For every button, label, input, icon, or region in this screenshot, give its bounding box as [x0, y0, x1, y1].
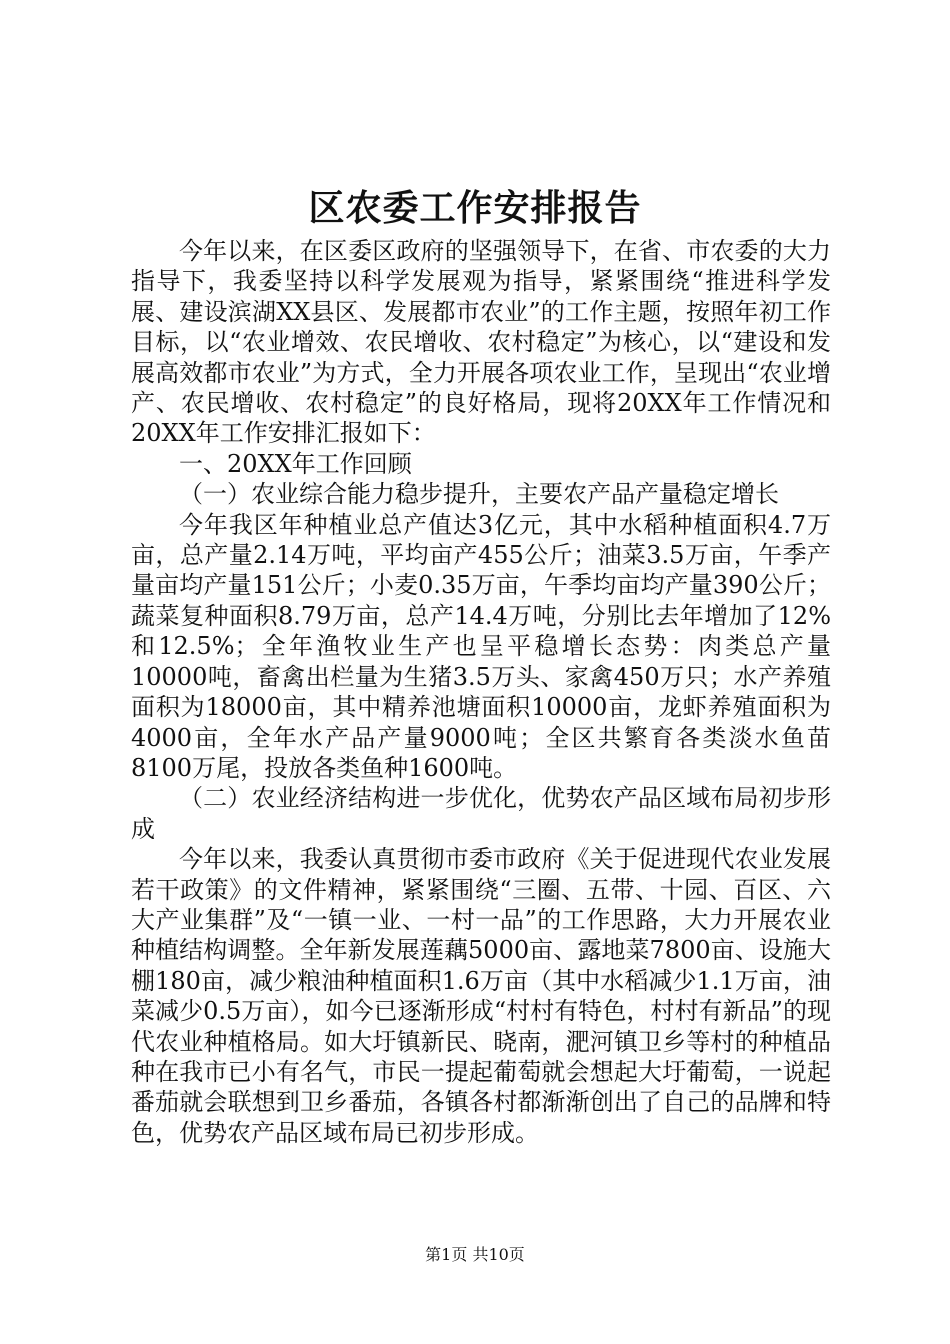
- subsection-heading: （二）农业经济结构进一步优化，优势农产品区域布局初步形成: [131, 784, 831, 843]
- paragraph-intro: 今年以来，在区委区政府的坚强领导下，在省、市农委的大力指导下，我委坚持以科学发展观为指导，紧紧围绕“推进科学发展、建设滨湖XX县区、发展都市农业”的工作主题，按照年初工作目标，以“农业增效、农民增收、农村稳定”为核心，以“建设和发展高效都市农业”为方式，全力开展各项农业工作，呈现出“农业增产、农民增收、农村稳定”的良好格局，现将20XX年工作情况和20XX年工作安排汇报如下：: [131, 237, 831, 448]
- document-title: 区农委工作安排报告: [308, 187, 642, 229]
- section-heading: 一、20XX年工作回顾: [179, 449, 412, 478]
- paragraph-structure: 今年以来，我委认真贯彻市委市政府《关于促进现代农业发展若干政策》的文件精神，紧紧围绕“三圈、五带、十园、百区、六大产业集群”及“一镇一业、一村一品”的工作思路，大力开展农业种植结构调整。全年新发展莲藕5000亩、露地菜7800亩、设施大棚180亩，减少粮油种植面积1.6万亩（其中水稻减少1.1万亩，油菜减少0.5万亩），如今已逐渐形成“村村有特色，村村有新品”的现代农业种植格局。如大圩镇新民、晓南，淝河镇卫乡等村的种植品种在我市已小有名气，市民一提起葡萄就会想起大圩葡萄，一说起番茄就会联想到卫乡番茄，各镇各村都渐渐创出了自己的品牌和特色，优势农产品区域布局已初步形成。: [131, 845, 831, 1147]
- subsection-heading: （一）农业综合能力稳步提升，主要农产品产量稳定增长: [179, 480, 779, 509]
- paragraph-production: 今年我区年种植业总产值达3亿元，其中水稻种植面积4.7万亩，总产量2.14万吨，平均亩产455公斤；油菜3.5万亩，午季产量亩均产量151公斤；小麦0.35万亩，午季均亩均产量390公斤；蔬菜复种面积8.79万亩，总产14.4万吨，分别比去年增加了12%和12.5%；全年渔牧业生产也呈平稳增长态势：肉类总产量10000吨，畜禽出栏量为生猪3.5万头、家禽450万只；水产养殖面积为18000亩，其中精养池塘面积10000亩，龙虾养殖面积为4000亩，全年水产品产量9000吨；全区共繁育各类淡水鱼苗8100万尾，投放各类鱼种1600吨。: [131, 510, 831, 782]
- document-body: [131, 236, 831, 1148]
- page-footer: 第1页 共10页: [425, 1245, 525, 1264]
